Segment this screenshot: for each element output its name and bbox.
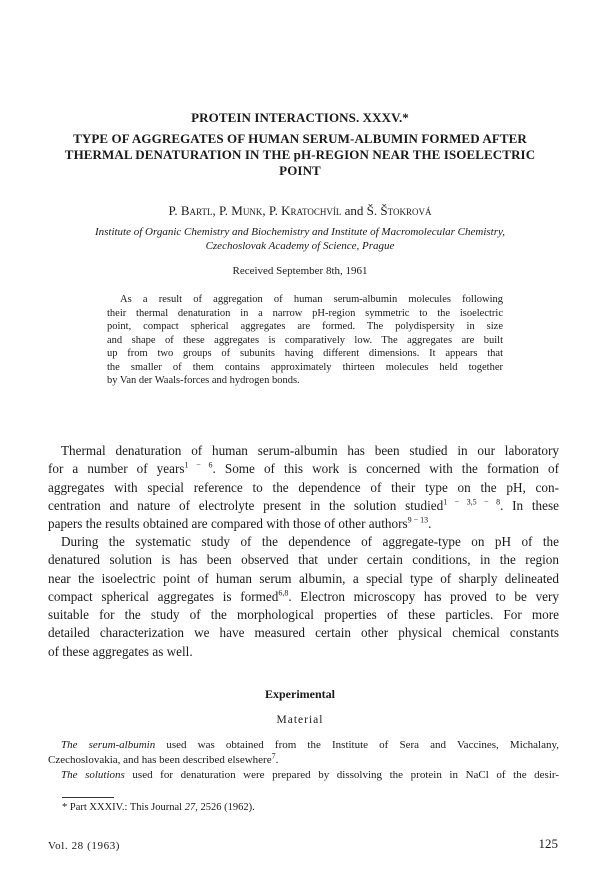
abstract-line: by Van der Waals-forces and hydrogen bonds. [107, 375, 300, 386]
page-number: 125 [538, 836, 558, 851]
abstract-line: their thermal denaturation in a narrow pH-region symmetric to the isoelectric [107, 307, 503, 319]
material-line: The solutions used for denaturation were prepared by dissolving the protein in NaCl of the desir- [61, 769, 559, 781]
body-line: centration and nature of electrolyte present in the solution studied$^{1 - 3,5 - 8}$. In these [48, 497, 559, 513]
author-munk: Munk [231, 203, 263, 218]
received-date: Received September 8th, 1961 [232, 265, 368, 277]
citation: 7 [271, 751, 276, 761]
abstract-line: and shape of these aggregates is comparatively low. The aggregates are built [107, 334, 503, 346]
footnote: * Part XXXIV.: This Journal 27, 2526 (1962). [62, 802, 255, 813]
author-bartl: Bartl [180, 203, 213, 218]
material-text [48, 738, 559, 783]
body-line: near the isoelectric point of human serum albumin, a special type of sharply delineated [48, 570, 559, 586]
section-heading: Experimental [265, 687, 335, 701]
body-line: During the systematic study of the dependence of aggregate-type on pH of the [61, 534, 559, 549]
citation: 6,8 [278, 588, 289, 598]
article-title-line-2: THERMAL DENATURATION IN THE pH-REGION NEAR THE ISOELECTRIC [64, 147, 536, 162]
article-title-line-1: TYPE OF AGGREGATES OF HUMAN SERUM-ALBUMIN FORMED AFTER [73, 131, 527, 146]
body-line: papers the results obtained are compared with those of other authors$^{9 - 13}$. [48, 515, 432, 532]
body-line: compact spherical aggregates is formed$^{6,8}$. Electron microscopy has proved to be very [48, 588, 560, 604]
body-line: for a number of years$^{1 - 6}$. Some of this work is concerned with the formation of [48, 460, 559, 477]
body-line: Thermal denaturation of human serum-albumin has been studied in our laboratory [61, 443, 559, 458]
footnote-rule [62, 797, 114, 798]
abstract-line: up from two groups of subunits having different dimensions. It appears that [107, 348, 503, 359]
body-line: denatured solution is has been observed that under certain conditions, in the region [48, 552, 559, 568]
body-line: of these aggregates as well. [48, 643, 193, 659]
body-line: suitable for the study of the morphological properties of these particles. For more [48, 607, 559, 623]
paragraph-1 [48, 442, 559, 533]
citation: 9 − 13 [407, 515, 429, 525]
institution-line-1: Institute of Organic Chemistry and Biochemistry and Institute of Macromolecular Chemistry, [94, 226, 506, 238]
abstract-line: the smaller of them contains approximately thirteen molecules held together [107, 361, 503, 373]
body-line: detailed characterization we have measured certain other physical chemical constants [48, 625, 559, 641]
author-stokrova: Štokrová [380, 203, 432, 218]
abstract-line: point, compact spherical aggregates are formed. The polydispersity in size [107, 321, 503, 332]
citation: 1 − 3,5 − 8 [443, 497, 501, 507]
subsection-heading: Material [276, 714, 324, 726]
paragraph-2 [48, 533, 559, 661]
series-title: PROTEIN INTERACTIONS. XXXV.* [191, 110, 409, 125]
citation: 1 − 6 [184, 460, 213, 470]
abstract-line: As a result of aggregation of human serum-albumin molecules following [120, 294, 503, 305]
body-line: aggregates with special reference to the dependence of their type on the pH, con- [48, 479, 559, 495]
abstract [107, 293, 503, 388]
volume-info: Vol. 28 (1963) [48, 840, 121, 852]
article-title-line-3: POINT [279, 163, 321, 178]
institution-line-2: Czechoslovak Academy of Science, Prague [205, 240, 395, 252]
author-list: P. Bartl, P. Munk, P. Kratochvíl and Š. Štokrová [168, 203, 432, 218]
material-line: Czechoslovakia, and has been described elsewhere$^7$. [48, 751, 279, 766]
material-line: The serum-albumin used was obtained from the Institute of Sera and Vaccines, Michalany, [61, 739, 560, 751]
author-kratochvil: Kratochvíl [281, 203, 342, 218]
